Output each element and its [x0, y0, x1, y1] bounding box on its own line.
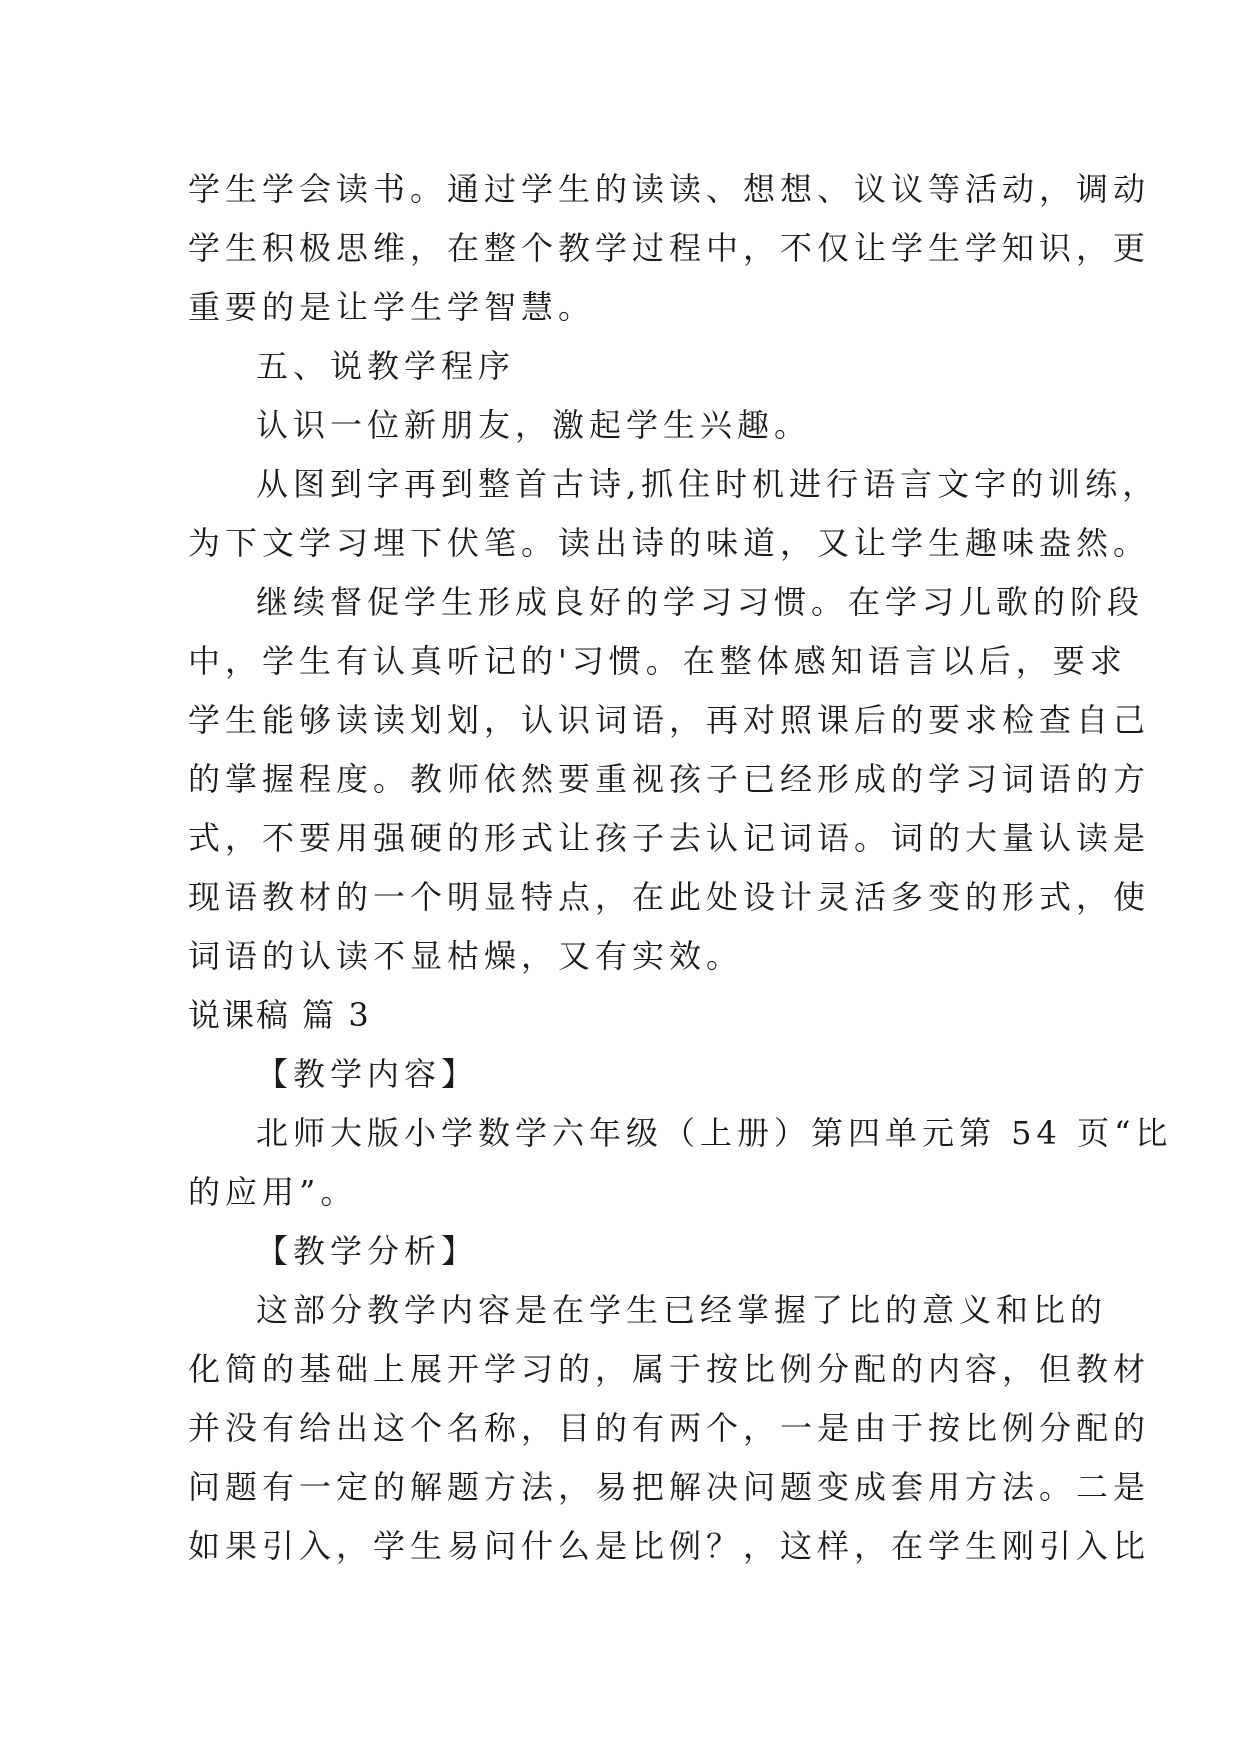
- section-heading: 【教学内容】: [256, 1055, 479, 1093]
- paragraph-line: 北师大版小学数学六年级（上册）第四单元第 54 页“比: [256, 1114, 1173, 1152]
- paragraph-line: 的应用”。: [188, 1173, 358, 1211]
- section-heading: 五、说教学程序: [256, 347, 516, 385]
- paragraph-line: 现语教材的一个明显特点，在此处设计灵活多变的形式，使: [188, 878, 1151, 916]
- paragraph-line: 为下文学习埋下伏笔。读出诗的味道，又让学生趣味盎然。: [188, 524, 1151, 562]
- paragraph-line: 重要的是让学生学智慧。: [188, 288, 596, 326]
- paragraph-line: 学生能够读读划划，认识词语，再对照课后的要求检查自己: [188, 701, 1151, 739]
- paragraph-line: 继续督促学生形成良好的学习习惯。在学习儿歌的阶段: [256, 583, 1145, 621]
- paragraph-line: 这部分教学内容是在学生已经掌握了比的意义和比的: [256, 1291, 1108, 1329]
- article-title: 说课稿 篇 3: [188, 996, 371, 1034]
- paragraph-line: 式，不要用强硬的形式让孩子去认记词语。词的大量认读是: [188, 819, 1151, 857]
- paragraph-line: 词语的认读不显枯燥，又有实效。: [188, 937, 744, 975]
- paragraph-line: 问题有一定的解题方法，易把解决问题变成套用方法。二是: [188, 1468, 1151, 1506]
- paragraph-line: 化简的基础上展开学习的，属于按比例分配的内容，但教材: [188, 1350, 1151, 1388]
- paragraph-line: 学生积极思维，在整个教学过程中，不仅让学生学知识，更: [188, 229, 1151, 267]
- paragraph-line: 如果引入，学生易问什么是比例？，这样，在学生刚引入比: [188, 1527, 1151, 1565]
- document-page: [188, 160, 1173, 1576]
- paragraph-line: 中，学生有认真听记的'习惯。在整体感知语言以后，要求: [188, 642, 1127, 680]
- paragraph-line: 学生学会读书。通过学生的读读、想想、议议等活动，调动: [188, 170, 1151, 208]
- paragraph-line: 从图到字再到整首古诗,抓住时机进行语言文字的训练，: [256, 465, 1160, 503]
- section-heading: 【教学分析】: [256, 1232, 479, 1270]
- paragraph-line: 认识一位新朋友，激起学生兴趣。: [256, 406, 812, 444]
- paragraph-line: 并没有给出这个名称，目的有两个，一是由于按比例分配的: [188, 1409, 1151, 1447]
- paragraph-line: 的掌握程度。教师依然要重视孩子已经形成的学习词语的方: [188, 760, 1151, 798]
